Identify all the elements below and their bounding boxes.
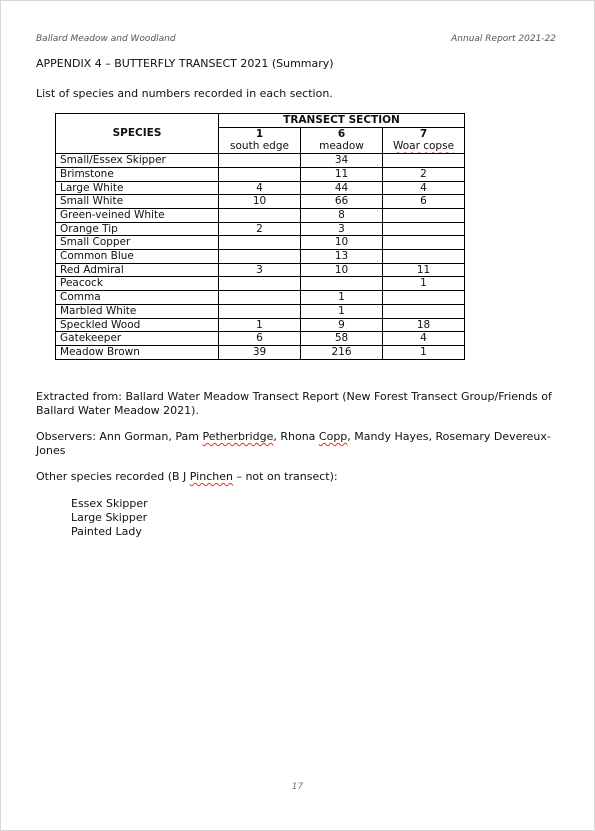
count-cell	[219, 304, 301, 318]
count-cell: 3	[219, 263, 301, 277]
header-org-name: Ballard Meadow and Woodland	[36, 34, 176, 44]
count-cell	[219, 236, 301, 250]
species-cell: Small/Essex Skipper	[56, 154, 219, 168]
count-cell	[219, 167, 301, 181]
count-cell: 2	[219, 222, 301, 236]
section-number: 7	[383, 127, 465, 140]
table-row	[56, 332, 465, 346]
count-cell: 1	[219, 318, 301, 332]
count-cell	[219, 208, 301, 222]
count-cell	[383, 250, 465, 264]
species-cell: Marbled White	[56, 304, 219, 318]
species-cell: Green-veined White	[56, 208, 219, 222]
count-cell: 10	[301, 236, 383, 250]
count-cell	[301, 277, 383, 291]
observer-name: Petherbridge	[202, 430, 274, 443]
appendix-title: APPENDIX 4 – BUTTERFLY TRANSECT 2021 (Summary)	[36, 57, 334, 70]
transect-table	[55, 113, 465, 360]
observers-suffix: , Mandy Hayes, Rosemary Devereux-Jones	[36, 430, 551, 457]
section-name-text: Woar copse	[392, 140, 455, 153]
table-row	[56, 277, 465, 291]
count-cell: 4	[383, 332, 465, 346]
count-cell: 1	[383, 345, 465, 359]
page-number: 17	[291, 782, 304, 792]
count-cell	[219, 291, 301, 305]
species-cell: Small White	[56, 195, 219, 209]
table-row	[56, 250, 465, 264]
table-row	[56, 345, 465, 359]
section-number: 6	[301, 127, 383, 140]
table-row	[56, 181, 465, 195]
count-cell: 1	[383, 277, 465, 291]
count-cell: 4	[383, 181, 465, 195]
count-cell: 58	[301, 332, 383, 346]
section-name: meadow	[301, 140, 383, 153]
count-cell: 3	[301, 222, 383, 236]
species-cell: Large White	[56, 181, 219, 195]
count-cell: 8	[301, 208, 383, 222]
species-cell: Common Blue	[56, 250, 219, 264]
table-row	[56, 167, 465, 181]
table-row	[56, 208, 465, 222]
transect-section-header: TRANSECT SECTION	[219, 114, 465, 128]
observers-prefix: Observers: Ann Gorman, Pam	[36, 430, 203, 443]
species-cell: Gatekeeper	[56, 332, 219, 346]
count-cell	[219, 250, 301, 264]
count-cell: 18	[383, 318, 465, 332]
count-cell: 34	[301, 154, 383, 168]
observers-text	[36, 430, 561, 458]
species-cell: Red Admiral	[56, 263, 219, 277]
count-cell: 1	[301, 304, 383, 318]
table-row	[56, 318, 465, 332]
observer-name: Copp	[318, 430, 348, 443]
section-name: south edge	[219, 140, 301, 153]
extracted-from-text: Extracted from: Ballard Water Meadow Transect Report (New Forest Transect Group/Friends of Ballard Water Meadow 2021).	[36, 390, 552, 417]
count-cell	[383, 236, 465, 250]
recorder-name: Pinchen	[189, 470, 233, 483]
table-body	[56, 154, 465, 360]
count-cell	[219, 154, 301, 168]
other-species-list	[71, 497, 148, 539]
count-cell: 9	[301, 318, 383, 332]
list-item: Painted Lady	[71, 525, 142, 538]
other-species-text	[36, 470, 561, 484]
section-number: 1	[219, 127, 301, 140]
count-cell	[383, 304, 465, 318]
count-cell: 11	[383, 263, 465, 277]
count-cell: 39	[219, 345, 301, 359]
other-suffix: – not on transect):	[232, 470, 338, 483]
table-row	[56, 291, 465, 305]
count-cell: 6	[219, 332, 301, 346]
count-cell	[383, 291, 465, 305]
count-cell: 4	[219, 181, 301, 195]
count-cell: 1	[301, 291, 383, 305]
table-row	[56, 222, 465, 236]
list-item: Large Skipper	[71, 511, 148, 524]
count-cell	[383, 154, 465, 168]
table-row	[56, 195, 465, 209]
count-cell	[383, 222, 465, 236]
species-cell: Orange Tip	[56, 222, 219, 236]
species-cell: Meadow Brown	[56, 345, 219, 359]
species-header: SPECIES	[56, 114, 219, 154]
observers-mid: , Rhona	[273, 430, 319, 443]
species-cell: Comma	[56, 291, 219, 305]
table-row	[56, 263, 465, 277]
count-cell: 10	[219, 195, 301, 209]
section-name	[383, 140, 465, 153]
species-cell: Peacock	[56, 277, 219, 291]
count-cell: 216	[301, 345, 383, 359]
count-cell: 2	[383, 167, 465, 181]
header-report-title: Annual Report 2021-22	[451, 34, 556, 44]
species-cell: Small Copper	[56, 236, 219, 250]
table-row	[56, 236, 465, 250]
count-cell: 13	[301, 250, 383, 264]
count-cell: 66	[301, 195, 383, 209]
table-row	[56, 304, 465, 318]
intro-text: List of species and numbers recorded in each section.	[36, 87, 333, 100]
other-prefix: Other species recorded (B J	[36, 470, 190, 483]
count-cell	[383, 208, 465, 222]
count-cell	[219, 277, 301, 291]
list-item: Essex Skipper	[71, 497, 148, 510]
table-row	[56, 154, 465, 168]
species-cell: Speckled Wood	[56, 318, 219, 332]
count-cell: 6	[383, 195, 465, 209]
count-cell: 10	[301, 263, 383, 277]
count-cell: 44	[301, 181, 383, 195]
count-cell: 11	[301, 167, 383, 181]
species-cell: Brimstone	[56, 167, 219, 181]
